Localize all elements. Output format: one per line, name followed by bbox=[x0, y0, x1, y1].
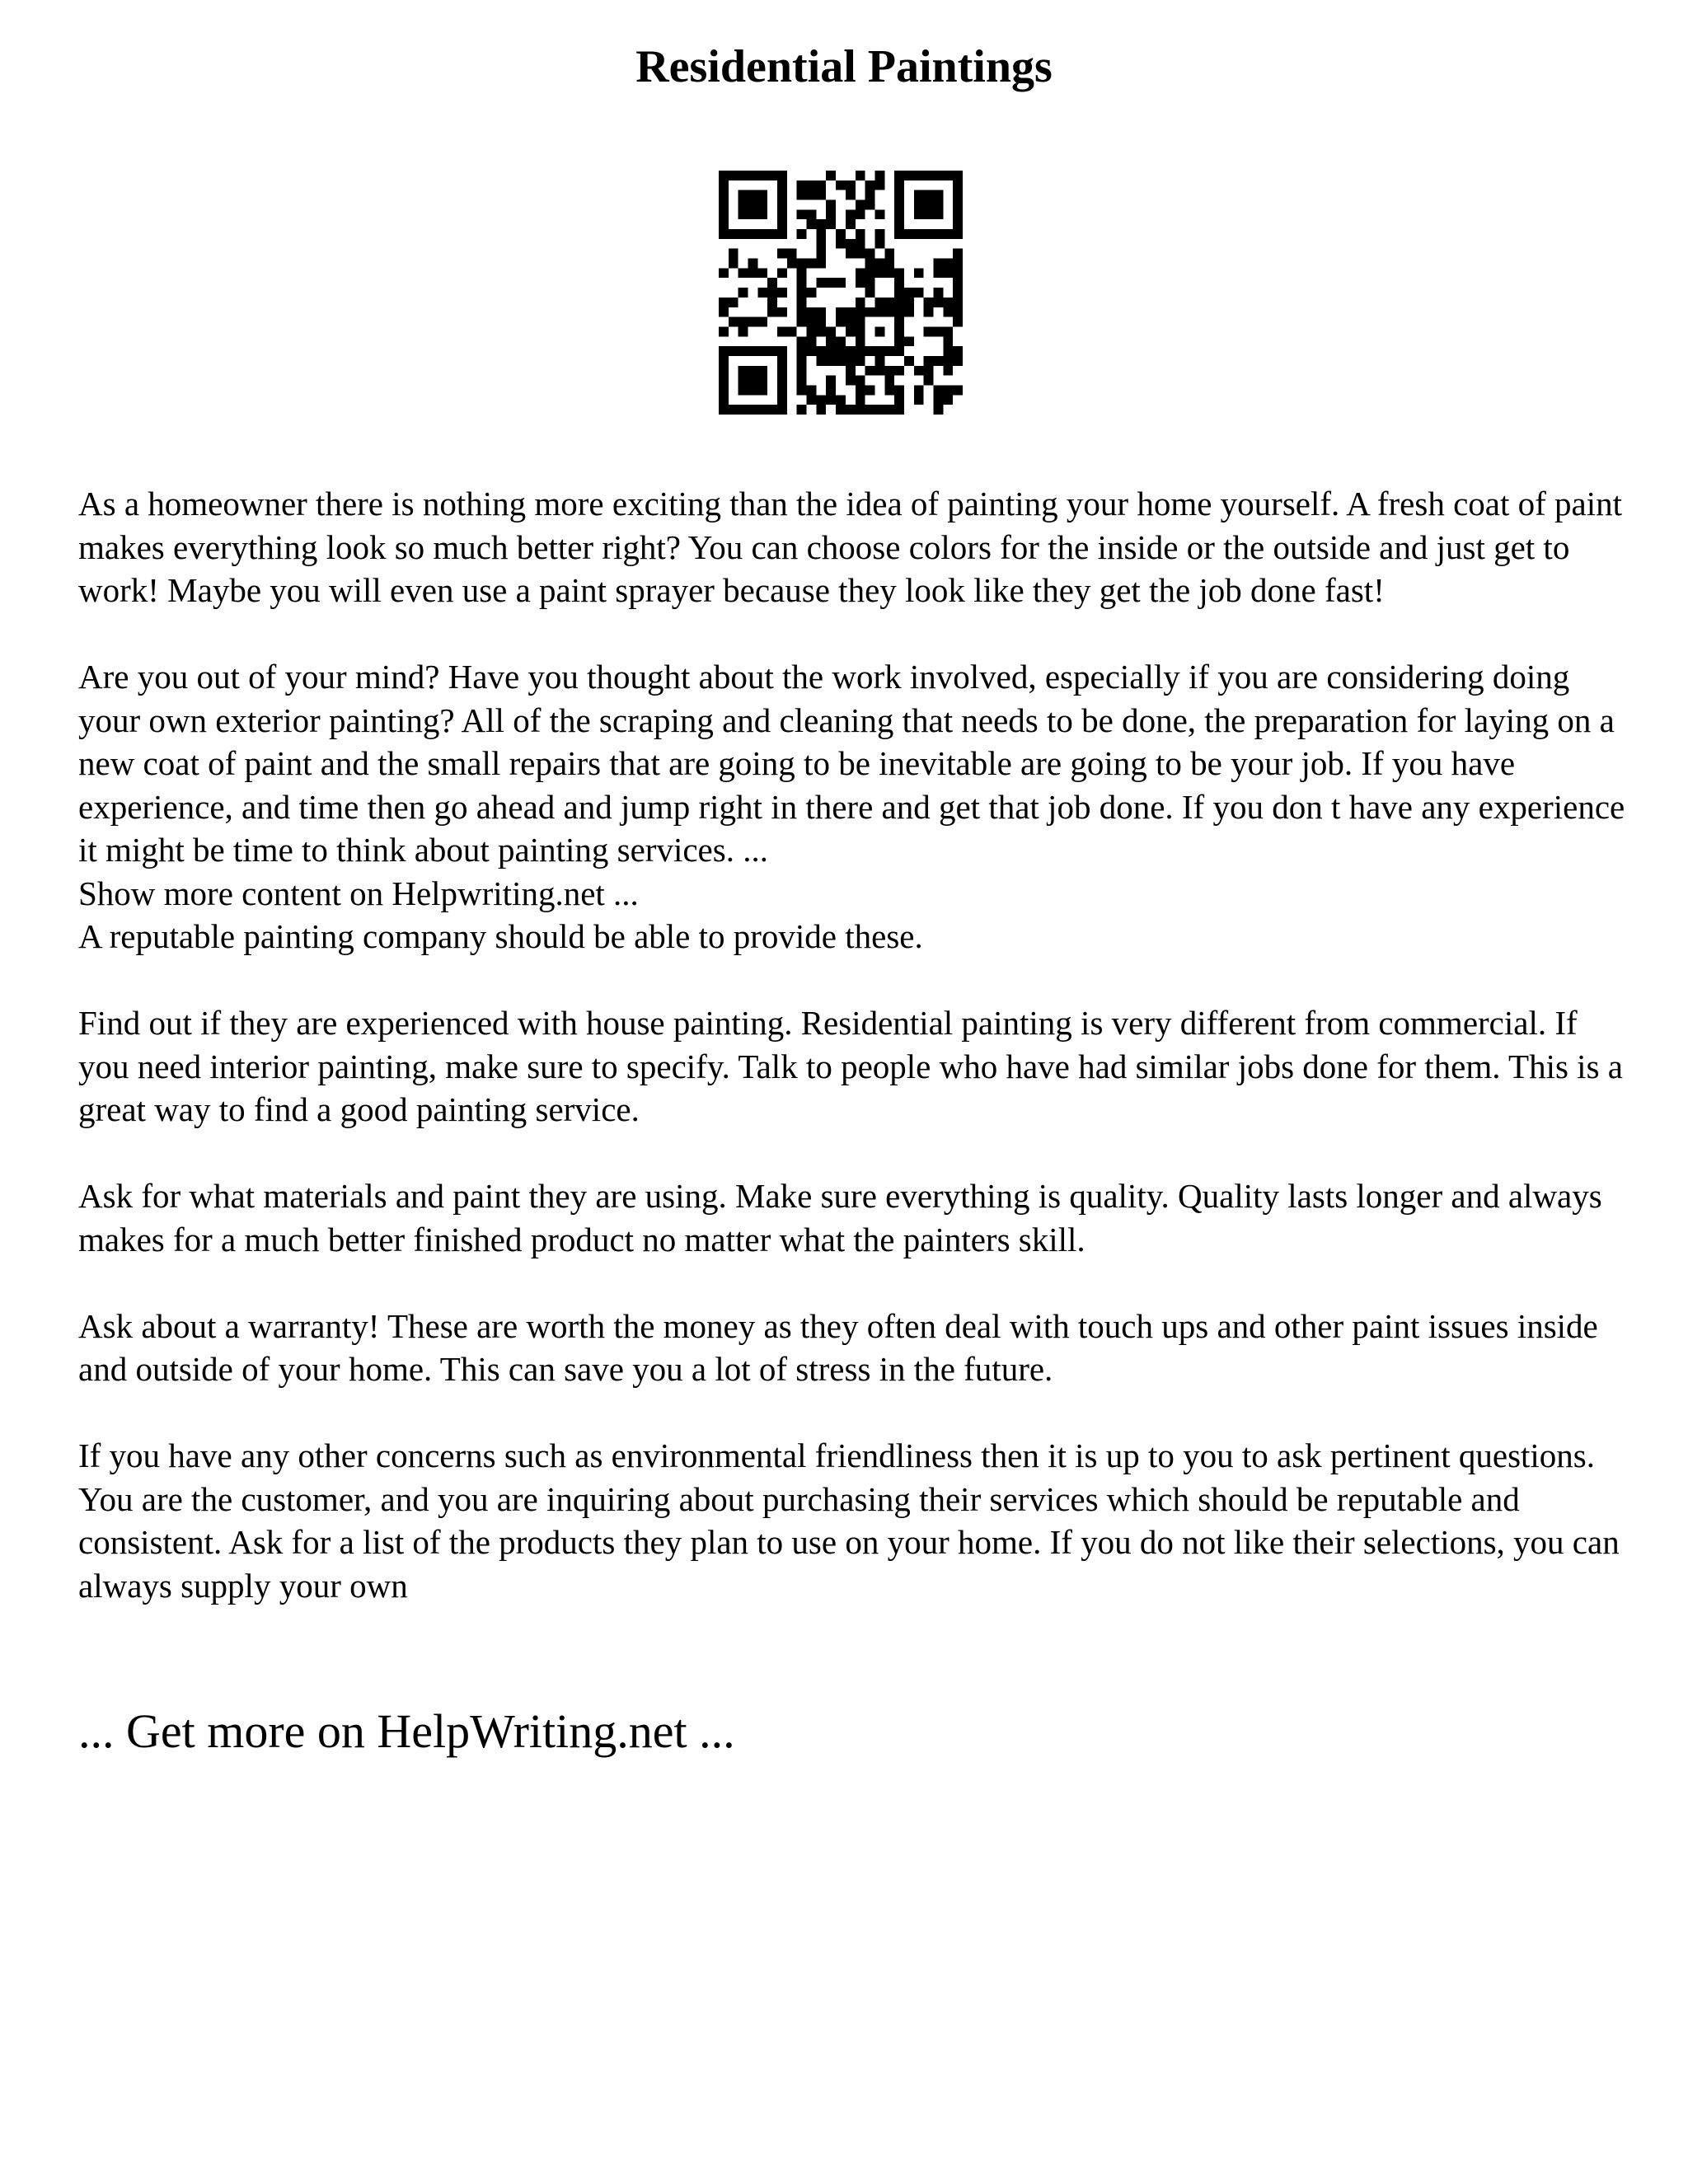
paragraph-reputable: A reputable painting company should be able to provide these. bbox=[78, 917, 923, 955]
qr-code-icon bbox=[719, 171, 963, 415]
paragraph-experience: Find out if they are experienced with house painting. Residential painting is very different from commercial. If you need interior painting, make sure to specify. Talk to people who have had similar jobs done for them. This is a great way to find a good painting service. bbox=[78, 1004, 1623, 1128]
paragraph-concerns: If you have any other concerns such as environmental friendliness then it is up to you to ask pertinent questions. You are the customer, and you are inquiring about purchasing their services which should be reputable and consistent. Ask for a list of the products they plan to use on your home. If you do not like their selections, you can always supply your own bbox=[78, 1436, 1620, 1605]
page-title: Residential Paintings bbox=[635, 41, 1053, 92]
article-body bbox=[78, 482, 1628, 1607]
paragraph-materials: Ask for what materials and paint they are using. Make sure everything is quality. Quality lasts longer and always makes for a much better finished product no matter what the painters skill. bbox=[78, 1177, 1602, 1258]
get-more-link[interactable]: ... Get more on HelpWriting.net ... bbox=[78, 1704, 735, 1758]
show-more-link[interactable]: Show more content on Helpwriting.net ... bbox=[78, 874, 639, 912]
paragraph-intro: As a homeowner there is nothing more exciting than the idea of painting your home yourself. A fresh coat of paint makes everything look so much better right? You can choose colors for the inside or the outside and just get to work! Maybe you will even use a paint sprayer because they look like they get the job done fast! bbox=[78, 485, 1622, 609]
paragraph-warranty: Ask about a warranty! These are worth the money as they often deal with touch ups and other paint issues inside and outside of your home. This can save you a lot of stress in the future. bbox=[78, 1306, 1598, 1388]
paragraph-exterior-work: Are you out of your mind? Have you thought about the work involved, especially if you are considering doing your own exterior painting? All of the scraping and cleaning that needs to be done, the preparation for laying on a new coat of paint and the small repairs that are going to be inevitable are going to be your job. If you have experience, and time then go ahead and jump right in there and get that job done. If you don t have any experience it might be time to think about painting services. ... bbox=[78, 658, 1625, 869]
